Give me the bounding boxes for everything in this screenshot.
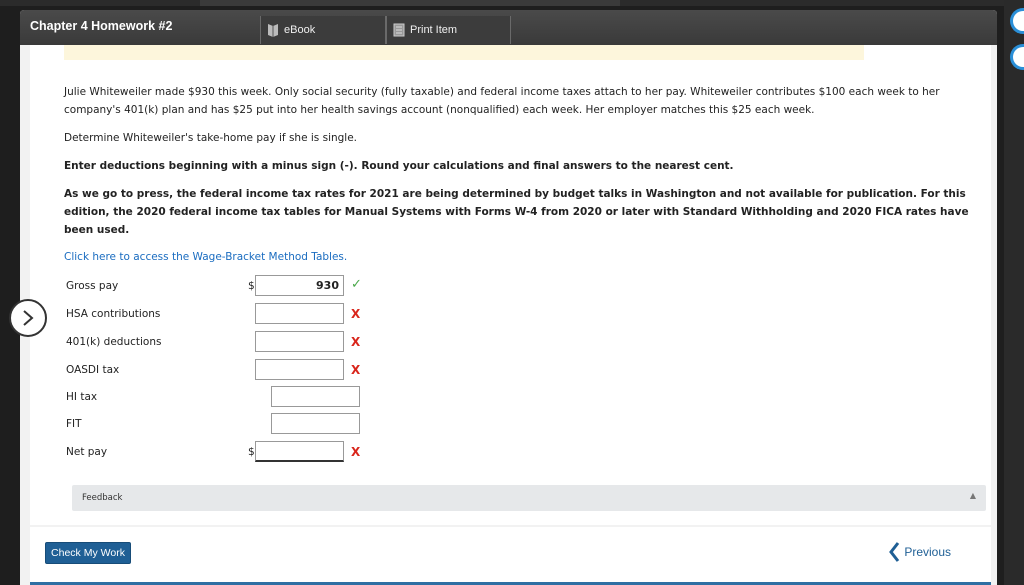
- check-my-work-button[interactable]: Check My Work: [45, 542, 131, 564]
- assignment-frame: [20, 10, 997, 585]
- 401k-deductions-label: 401(k) deductions: [66, 336, 162, 348]
- net-pay-label: Net pay: [66, 446, 108, 458]
- book-icon: [267, 23, 279, 37]
- tab-ebook-label: eBook: [284, 24, 316, 36]
- gross-pay-label: Gross pay: [66, 280, 119, 292]
- oasdi-tax-input[interactable]: [255, 359, 344, 380]
- gross-pay-currency: $: [248, 280, 255, 292]
- tab-ebook[interactable]: [260, 16, 386, 44]
- gross-pay-input[interactable]: [255, 275, 344, 296]
- incorrect-x-icon: X: [351, 363, 361, 377]
- header-bar: [20, 10, 997, 45]
- hi-tax-label: HI tax: [66, 391, 98, 403]
- incorrect-x-icon: X: [351, 445, 361, 459]
- fit-input[interactable]: [271, 413, 360, 434]
- incorrect-x-icon: X: [351, 335, 361, 349]
- net-pay-currency: $: [248, 446, 255, 458]
- problem-note: As we go to press, the federal income tax rates for 2021 are being determined by budget talks in Washington and not available for publication. For this edition, the 2020 federal income tax tables for Manual Systems with Forms W-4 from 2020 or later with Standard Withholding and 2020 FICA rates have been used.: [64, 188, 969, 236]
- expand-sidebar-button[interactable]: [9, 299, 47, 337]
- incorrect-x-icon: X: [351, 307, 361, 321]
- problem-instruction: Enter deductions beginning with a minus sign (-). Round your calculations and final answers to the nearest cent.: [64, 160, 734, 172]
- oasdi-tax-label: OASDI tax: [66, 364, 120, 376]
- previous-button[interactable]: [888, 542, 951, 562]
- net-pay-input[interactable]: [255, 441, 344, 462]
- previous-label: Previous: [904, 545, 951, 559]
- problem-intro: Julie Whiteweiler made $930 this week. Only social security (fully taxable) and federal income taxes attach to her pay. Whiteweiler contributes $100 each week to her company's 401(k) plan and has $25 put into her health savings account (nonqualified) each week. Her employer matches this $25 each week.: [64, 86, 940, 116]
- top-strip-segment: [200, 0, 620, 6]
- hsa-contributions-label: HSA contributions: [66, 308, 161, 320]
- wage-bracket-link[interactable]: Click here to access the Wage-Bracket Method Tables.: [64, 251, 348, 263]
- assignment-title: Chapter 4 Homework #2: [30, 19, 173, 33]
- chevron-left-icon: [888, 542, 900, 562]
- top-strip: [0, 0, 1024, 6]
- expand-triangle-icon[interactable]: ▲: [969, 491, 976, 500]
- correct-check-icon: ✓: [351, 277, 362, 292]
- footer-bar: [30, 527, 991, 585]
- hi-tax-input[interactable]: [271, 386, 360, 407]
- feedback-label: Feedback: [82, 493, 123, 503]
- question-content: [30, 45, 991, 525]
- chevron-right-icon: [19, 309, 37, 327]
- fit-label: FIT: [66, 418, 82, 430]
- 401k-deductions-input[interactable]: [255, 331, 344, 352]
- feedback-panel[interactable]: [72, 485, 986, 511]
- tab-print-item-label: Print Item: [410, 24, 458, 36]
- print-icon: [393, 23, 405, 37]
- tab-print-item[interactable]: [386, 16, 511, 44]
- right-side-panel: [1004, 0, 1024, 585]
- notice-bar: [64, 45, 864, 60]
- hsa-contributions-input[interactable]: [255, 303, 344, 324]
- problem-question: Determine Whiteweiler's take-home pay if she is single.: [64, 132, 358, 144]
